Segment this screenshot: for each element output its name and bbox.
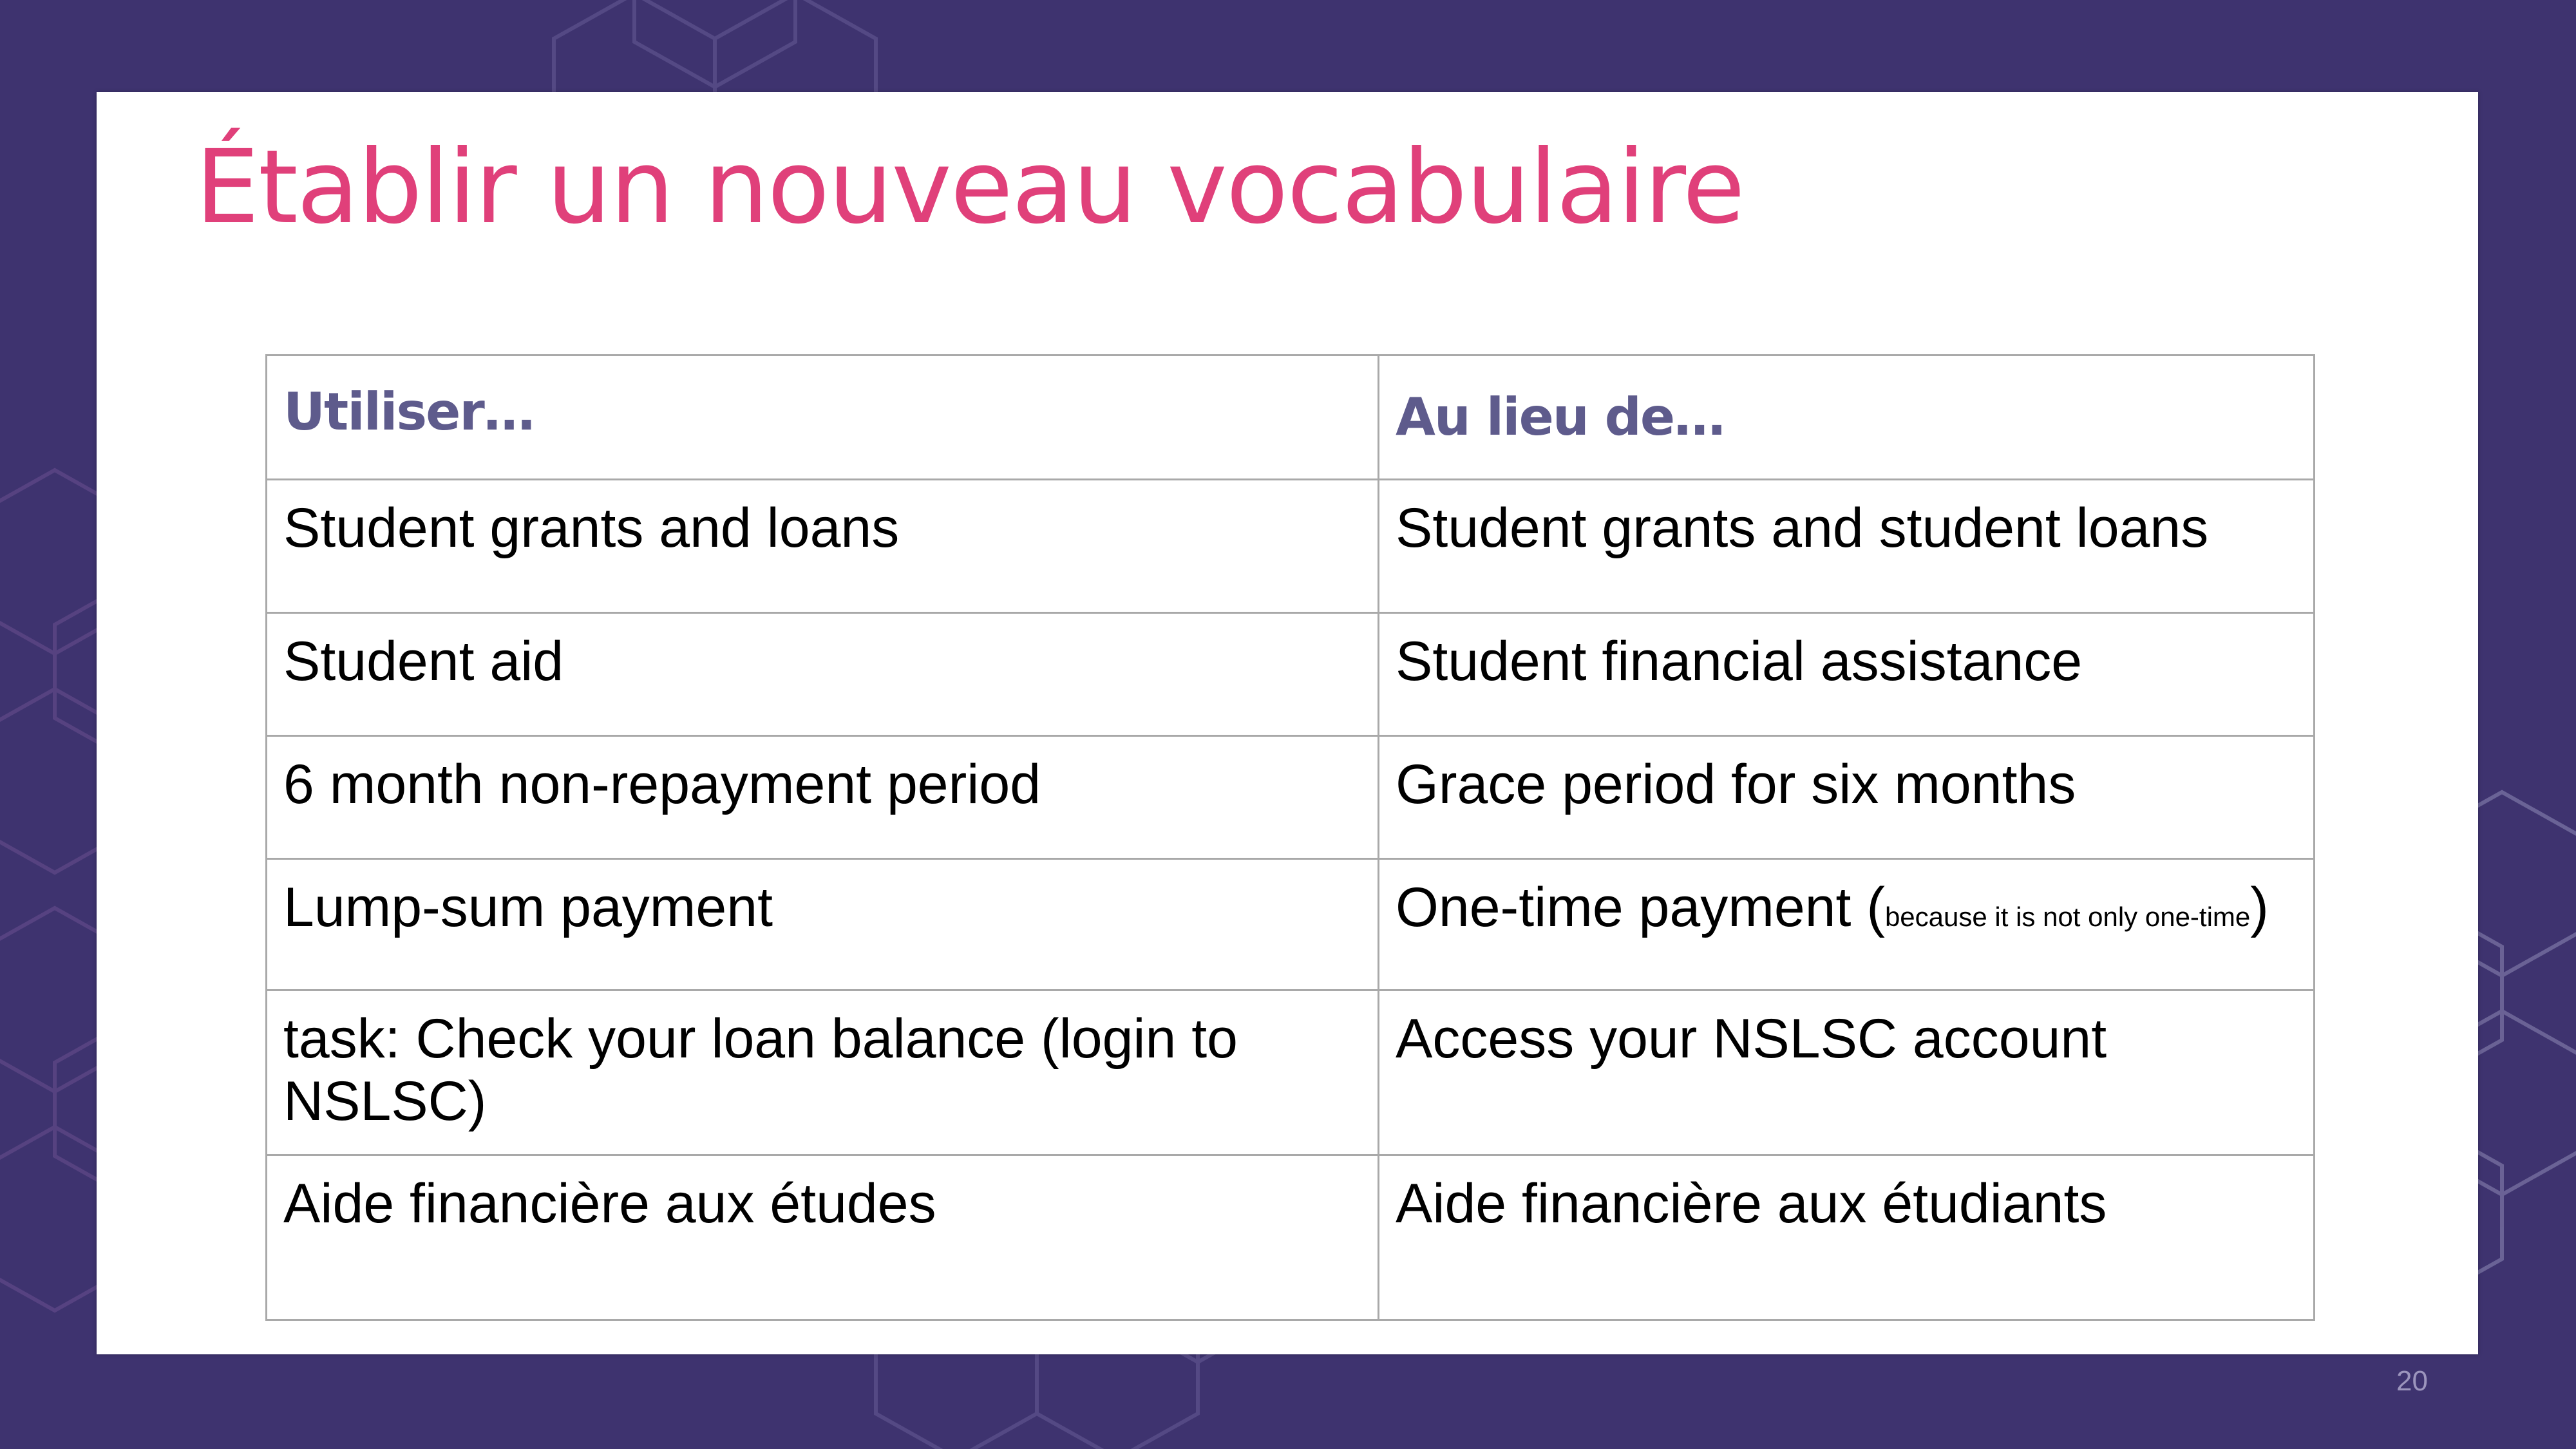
slide-card xyxy=(97,92,2478,1354)
instead-of-cell xyxy=(1379,859,2315,990)
instead-of-cell: Student financial assistance xyxy=(1379,613,2315,736)
note-open-paren: ( xyxy=(1866,876,1885,938)
use-cell: Aide financière aux études xyxy=(267,1155,1379,1320)
instead-of-cell: Access your NSLSC account xyxy=(1379,990,2315,1155)
footnote-text: because it is not only one-time xyxy=(1884,902,2251,932)
header-instead-of: Au lieu de… xyxy=(1379,355,2315,480)
vocabulary-table xyxy=(265,354,2315,1321)
table-row xyxy=(267,480,2315,613)
use-cell: Lump-sum payment xyxy=(267,859,1379,990)
use-cell: task: Check your loan balance (login to NSLSC) xyxy=(267,990,1379,1155)
use-cell: Student aid xyxy=(267,613,1379,736)
table-row xyxy=(267,859,2315,990)
table-row xyxy=(267,990,2315,1155)
use-cell: Student grants and loans xyxy=(267,480,1379,613)
table-row xyxy=(267,736,2315,859)
use-cell: 6 month non-repayment period xyxy=(267,736,1379,859)
slide-title: Établir un nouveau vocabulaire xyxy=(195,128,1744,247)
table-header-row xyxy=(267,355,2315,480)
header-use: Utiliser… xyxy=(267,355,1379,480)
note-close-paren: ) xyxy=(2250,876,2269,938)
instead-of-text: One-time payment xyxy=(1396,876,1852,938)
instead-of-cell: Student grants and student loans xyxy=(1379,480,2315,613)
page-number: 20 xyxy=(2396,1365,2428,1397)
table-row xyxy=(267,613,2315,736)
instead-of-cell: Grace period for six months xyxy=(1379,736,2315,859)
instead-of-cell: Aide financière aux étudiants xyxy=(1379,1155,2315,1320)
table-row xyxy=(267,1155,2315,1320)
